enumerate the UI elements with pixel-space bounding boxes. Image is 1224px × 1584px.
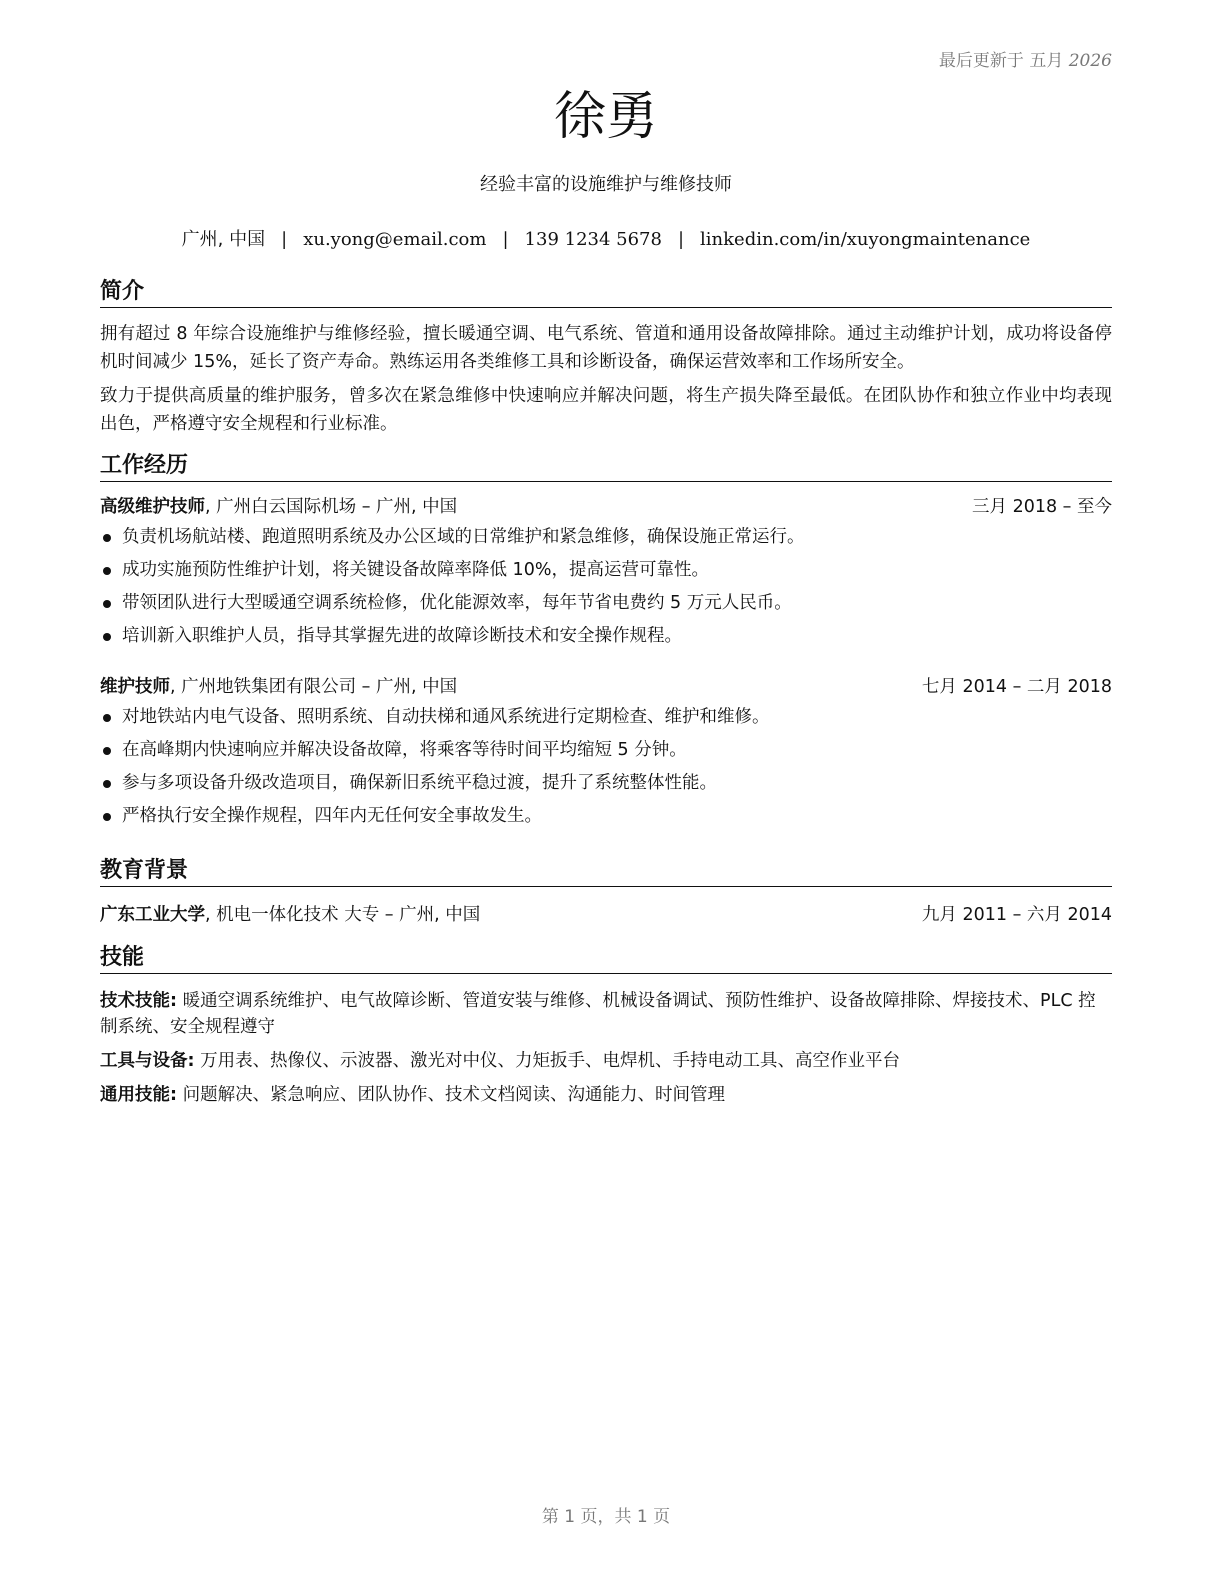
education-section xyxy=(100,857,1112,929)
skill-line xyxy=(100,988,1112,1040)
bullet-icon xyxy=(103,714,111,722)
experience-section xyxy=(100,452,1112,833)
job-entry xyxy=(100,673,1112,833)
bullet-text: 在高峰期内快速响应并解决设备故障，将乘客等待时间平均缩短 5 分钟。 xyxy=(122,740,687,760)
bullet-text: 严格执行安全操作规程，四年内无任何安全事故发生。 xyxy=(122,806,542,826)
skill-value: 问题解决、紧急响应、团队协作、技术文档阅读、沟通能力、时间管理 xyxy=(177,1085,726,1105)
bullet-icon xyxy=(103,633,111,641)
bullet-icon xyxy=(103,534,111,542)
job-org: , 广州白云国际机场 – 广州, 中国 xyxy=(205,497,458,517)
education-detail: , 机电一体化技术 大专 – 广州, 中国 xyxy=(205,905,481,925)
summary-section xyxy=(100,278,1112,438)
bullet-text: 培训新入职维护人员，指导其掌握先进的故障诊断技术和安全操作规程。 xyxy=(122,626,682,646)
last-updated xyxy=(939,46,1112,71)
skill-label: 技术技能: xyxy=(100,991,177,1011)
list-item xyxy=(100,521,1112,554)
skill-label: 工具与设备: xyxy=(100,1051,195,1071)
contact-email[interactable]: xu.yong@email.com xyxy=(303,229,487,250)
bullet-text: 负责机场航站楼、跑道照明系统及办公区域的日常维护和紧急维修，确保设施正常运行。 xyxy=(122,527,805,547)
education-school-detail xyxy=(100,901,480,929)
bullet-icon xyxy=(103,567,111,575)
bullet-icon xyxy=(103,747,111,755)
skill-label: 通用技能: xyxy=(100,1085,177,1105)
contact-line xyxy=(100,225,1112,251)
summary-paragraph: 拥有超过 8 年综合设施维护与维修经验，擅长暖通空调、电气系统、管道和通用设备故障排除。通过主动维护计划，成功将设备停机时间减少 15%，延长了资产寿命。熟练运用各类维修工具和诊断设备，确保运营效率和工作场所安全。 xyxy=(100,324,1112,372)
job-bullets xyxy=(100,521,1112,653)
education-dates: 九月 2011 – 六月 2014 xyxy=(921,905,1112,925)
job-role: 维护技师 xyxy=(100,677,170,697)
education-title: 教育背景 xyxy=(100,857,1112,887)
bullet-text: 带领团队进行大型暖通空调系统检修，优化能源效率，每年节省电费约 5 万元人民币。 xyxy=(122,593,792,613)
list-item xyxy=(100,620,1112,653)
skill-line xyxy=(100,1048,1112,1074)
job-bullets xyxy=(100,701,1112,833)
skill-value: 暖通空调系统维护、电气故障诊断、管道安装与维修、机械设备调试、预防性维护、设备故障排除、焊接技术、PLC 控制系统、安全规程遵守 xyxy=(100,991,1096,1037)
candidate-name: 徐勇 xyxy=(553,87,658,147)
job-role-org xyxy=(100,493,457,521)
bullet-icon xyxy=(103,600,111,608)
summary-title: 简介 xyxy=(100,278,1112,308)
list-item xyxy=(100,701,1112,734)
skills-section xyxy=(100,944,1112,1108)
skill-value: 万用表、热像仪、示波器、激光对中仪、力矩扳手、电焊机、手持电动工具、高空作业平台 xyxy=(194,1051,901,1071)
bullet-text: 参与多项设备升级改造项目，确保新旧系统平稳过渡，提升了系统整体性能。 xyxy=(122,773,717,793)
list-item xyxy=(100,734,1112,767)
contact-separator: | xyxy=(677,229,685,250)
contact-phone[interactable]: 139 1234 5678 xyxy=(524,229,662,250)
job-role-org xyxy=(100,673,457,701)
contact-separator: | xyxy=(502,229,509,250)
list-item xyxy=(100,587,1112,620)
job-dates: 七月 2014 – 二月 2018 xyxy=(921,677,1112,697)
bullet-text: 成功实施预防性维护计划，将关键设备故障率降低 10%，提高运营可靠性。 xyxy=(122,560,709,580)
page-footer: 第 1 页，共 1 页 xyxy=(541,1507,671,1527)
list-item xyxy=(100,554,1112,587)
job-header xyxy=(100,493,1112,521)
contact-linkedin[interactable]: linkedin.com/in/xuyongmaintenance xyxy=(700,229,1031,250)
contact-separator: | xyxy=(281,229,288,250)
summary-paragraph: 致力于提供高质量的维护服务，曾多次在紧急维修中快速响应并解决问题，将生产损失降至最低。在团队协作和独立作业中均表现出色，严格遵守安全规程和行业标准。 xyxy=(100,386,1112,434)
job-role: 高级维护技师 xyxy=(100,497,205,517)
skills-title: 技能 xyxy=(100,944,1112,974)
last-updated-year: 2026 xyxy=(1068,51,1112,71)
last-updated-prefix: 最后更新于 五月 xyxy=(938,51,1064,71)
education-entry xyxy=(100,901,1112,929)
bullet-icon xyxy=(103,780,111,788)
bullet-text: 对地铁站内电气设备、照明系统、自动扶梯和通风系统进行定期检查、维护和维修。 xyxy=(122,707,770,727)
list-item xyxy=(100,767,1112,800)
contact-location: 广州, 中国 xyxy=(181,229,266,250)
job-entry xyxy=(100,493,1112,653)
experience-title: 工作经历 xyxy=(100,452,1112,482)
job-org: , 广州地铁集团有限公司 – 广州, 中国 xyxy=(170,677,458,697)
job-header xyxy=(100,673,1112,701)
skill-line xyxy=(100,1082,1112,1108)
headline: 经验丰富的设施维护与维修技师 xyxy=(480,174,732,195)
resume-page xyxy=(100,0,1112,1584)
education-school: 广东工业大学 xyxy=(100,905,205,925)
bullet-icon xyxy=(103,813,111,821)
list-item xyxy=(100,800,1112,833)
job-dates: 三月 2018 – 至今 xyxy=(972,497,1112,517)
